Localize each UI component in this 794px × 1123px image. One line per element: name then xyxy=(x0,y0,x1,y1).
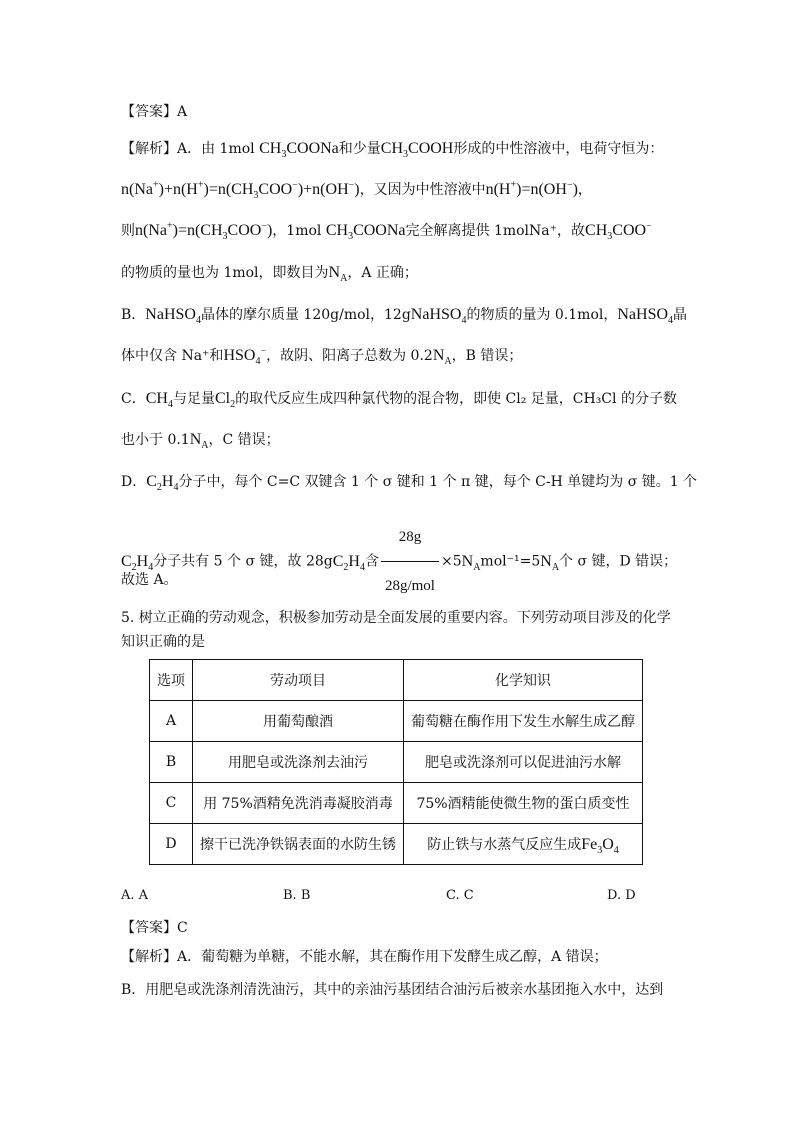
table-row xyxy=(150,742,643,783)
table-cell: A xyxy=(150,701,193,742)
explanation-a-line4: 的物质的量也为 1mol，即数目为$N_A$，A 正确； xyxy=(121,264,418,285)
fe3o4-formula: $Fe_3O_4$ xyxy=(581,836,619,857)
table-cell xyxy=(404,824,643,865)
choice-a: A. A xyxy=(121,888,149,903)
explanation-2-line2: B．用肥皂或洗涤剂清洗油污，其中的亲油污基团结合油污后被亲水基团拖入水中，达到 xyxy=(121,982,664,998)
explanation-d-line2: $C_2H_4$分子共有 5 个 σ 键，故 $28gC_2H_4$含 $\frac{28g}{\text{28g/mol}}$ $\times 5N_Amol^{-1}=5N_A$个 σ 键，D 错误； xyxy=(121,515,677,608)
question-5-line2: 知识正确的是 xyxy=(121,634,205,650)
table-row xyxy=(150,783,643,824)
table-cell: 75%酒精能使微生物的蛋白质变性 xyxy=(404,783,643,824)
choice-d: D. D xyxy=(607,888,636,903)
table-row xyxy=(150,701,643,742)
fraction-numerator: 28g xyxy=(381,515,439,562)
options-table xyxy=(149,659,643,865)
explanation-2-line1: 【解析】A．葡萄糖为单糖，不能水解，其在酶作用下发酵生成乙醇，A 错误； xyxy=(121,949,608,965)
explanation-a-line2: $n(Na^+)+n(H^+)=n(CH_3COO^-)+n(OH^-)$，又因为中性溶液中n(H+)=n(OH−)， xyxy=(121,179,592,202)
table-cell: 肥皂或洗涤剂可以促进油污水解 xyxy=(404,742,643,783)
table-row xyxy=(150,824,643,865)
conclusion: 故选 A。 xyxy=(121,572,178,588)
header-cell: 劳动项目 xyxy=(193,660,404,701)
table-cell: C xyxy=(150,783,193,824)
explanation-b-line2: 体中仅含 Na⁺和$HSO_4^-$，故阴、阳离子总数为 $0.2N_A$，B 错误； xyxy=(121,345,523,368)
explanation-a-line1: 【解析】A．由 1mol $CH_3COONa$和少量$CH_3COOH$形成的中性溶液中，电荷守恒为： xyxy=(121,140,664,161)
fraction xyxy=(381,515,439,608)
table-cell: B xyxy=(150,742,193,783)
table-cell: 用 75%酒精免洗消毒凝胶消毒 xyxy=(193,783,404,824)
explanation-c-line1: C．$CH_4$与足量$Cl_2$的取代反应生成四种氯代物的混合物，即使 Cl₂ 足量，CH₃Cl 的分子数 xyxy=(121,390,677,411)
explanation-d-line1: D．$C_2H_4$分子中，每个 C=C 双键含 1 个 σ 键和 1 个 π 键，每个 C-H 单键均为 σ 键。1 个 xyxy=(121,473,698,494)
table-header-row xyxy=(150,660,643,701)
explanation-c-line2: 也小于 $0.1N_A$，C 错误； xyxy=(121,431,280,452)
header-cell: 选项 xyxy=(150,660,193,701)
answer-label-2: 【答案】C xyxy=(121,920,188,936)
fraction-denominator: 28g/mol xyxy=(384,578,435,594)
table-cell: 葡萄糖在酶作用下发生水解生成乙醇 xyxy=(404,701,643,742)
choice-c: C. C xyxy=(446,888,474,903)
table-cell: D xyxy=(150,824,193,865)
table-cell-text: 防止铁与水蒸气反应生成 xyxy=(427,837,582,853)
table-cell: 擦干已洗净铁锅表面的水防生锈 xyxy=(193,824,404,865)
table-cell: 用肥皂或洗涤剂去油污 xyxy=(193,742,404,783)
header-cell: 化学知识 xyxy=(404,660,643,701)
explanation-a-line3: 则$n(Na^+)=n(CH_3COO^-)$，1mol $CH_3COONa$完全解离提供 1molNa⁺，故$CH_3COO^-$ xyxy=(121,220,652,243)
question-5-line1: 5. 树立正确的劳动观念，积极参加劳动是全面发展的重要内容。下列劳动项目涉及的化学 xyxy=(121,610,671,626)
answer-label-1: 【答案】A xyxy=(121,104,188,120)
explanation-b-line1: B．NaHSO$_4$晶体的摩尔质量 120g/mol，12gNaHSO$_4$的物质的量为 0.1mol，NaHSO$_4$晶 xyxy=(121,306,688,327)
choice-b: B. B xyxy=(283,888,311,903)
table-cell: 用葡萄酿酒 xyxy=(193,701,404,742)
